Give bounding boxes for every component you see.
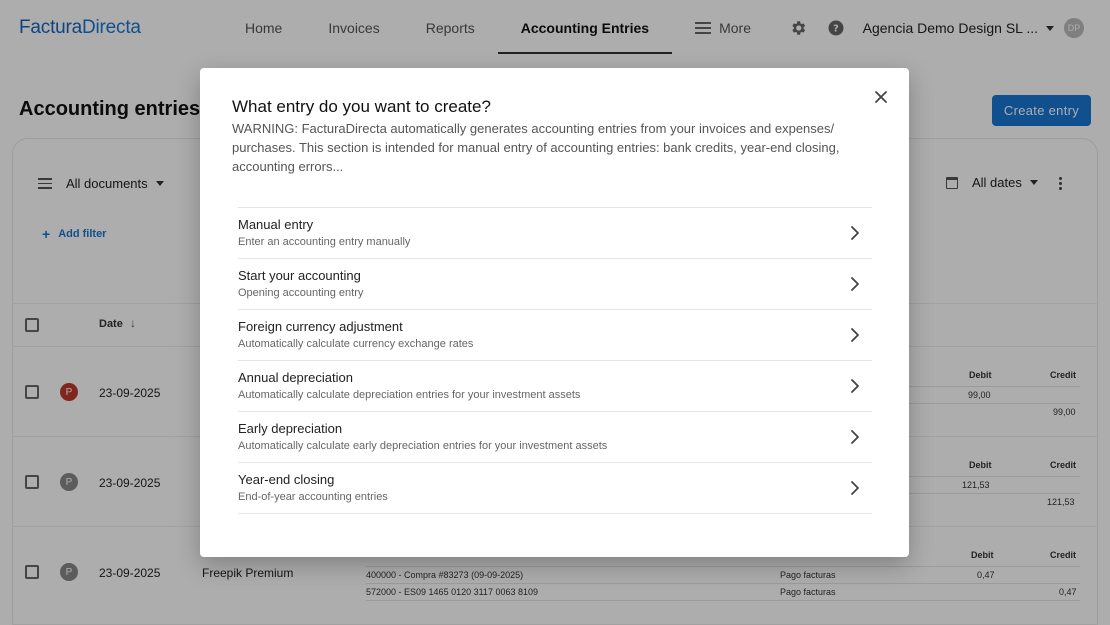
account-line: 400000 - Compra #83273 (09-09-2025) — [366, 570, 524, 580]
row-date: 23-09-2025 — [99, 566, 161, 580]
nav-accounting-entries-label: Accounting Entries — [520, 20, 650, 36]
nav-home-label: Home — [245, 20, 283, 36]
row-date: 23-09-2025 — [99, 476, 161, 490]
debit-header: Debit — [969, 460, 992, 470]
option-manual-entry[interactable] — [238, 208, 872, 259]
option-title: Start your accounting — [238, 268, 361, 283]
avatar[interactable]: DP — [1064, 18, 1084, 38]
debit-value: 121,53 — [962, 480, 990, 490]
row-avatar: P — [60, 383, 78, 401]
option-foreign-currency-adjustment[interactable] — [238, 310, 872, 361]
chevron-right-icon — [850, 480, 860, 496]
debit-header: Debit — [971, 550, 994, 560]
description-line: Pago facturas — [780, 587, 836, 597]
option-early-depreciation[interactable] — [238, 412, 872, 463]
credit-value: 0,47 — [1059, 587, 1077, 597]
chevron-right-icon — [850, 378, 860, 394]
credit-value: 99,00 — [1053, 407, 1076, 417]
dialog-warning: WARNING: FacturaDirecta automatically generates accounting entries from your invoices and expenses/ purchases. This section is intended for manual entry of accounting entries: bank credits, year-end closing, accounting errors... — [232, 121, 840, 174]
credit-header: Credit — [1050, 370, 1077, 380]
row-name: Freepik Premium — [202, 566, 294, 580]
option-start-accounting[interactable] — [238, 259, 872, 310]
plus-icon: + — [42, 226, 51, 242]
option-year-end-closing[interactable] — [238, 463, 872, 514]
nav-more-label: More — [719, 20, 752, 36]
option-title: Year-end closing — [238, 472, 335, 487]
debit-value: 99,00 — [968, 390, 991, 400]
documents-filter-label: All documents — [66, 175, 148, 191]
create-entry-button[interactable]: Create entry — [992, 95, 1091, 126]
option-subtitle: Automatically calculate depreciation entries for your investment assets — [238, 389, 581, 401]
add-filter-label: Add filter — [58, 228, 107, 240]
chevron-right-icon — [850, 429, 860, 445]
row-avatar: P — [60, 563, 78, 581]
option-subtitle: Opening accounting entry — [238, 287, 364, 299]
close-button[interactable] — [871, 87, 891, 107]
description-line: Pago facturas — [780, 570, 836, 580]
company-name[interactable]: Agencia Demo Design SL ... — [862, 20, 1038, 36]
chevron-right-icon — [850, 276, 860, 292]
chevron-right-icon — [850, 225, 860, 241]
dialog-title: What entry do you want to create? — [232, 97, 491, 116]
credit-header: Credit — [1050, 550, 1077, 560]
option-subtitle: Enter an accounting entry manually — [238, 236, 411, 248]
entry-options-list — [238, 207, 872, 514]
option-title: Annual depreciation — [238, 370, 353, 385]
logo-suffix: Directa — [82, 17, 141, 38]
page-title: Accounting entries — [19, 98, 201, 120]
option-subtitle: Automatically calculate currency exchange rates — [238, 338, 474, 350]
close-icon — [871, 87, 891, 107]
option-title: Foreign currency adjustment — [238, 319, 403, 334]
logo-prefix: Factura — [19, 17, 83, 38]
option-subtitle: End-of-year accounting entries — [238, 491, 388, 503]
row-date: 23-09-2025 — [99, 386, 161, 400]
dates-filter-label: All dates — [972, 175, 1022, 190]
create-entry-dialog — [200, 68, 909, 557]
sort-arrow-icon[interactable]: ↓ — [130, 316, 136, 330]
chevron-right-icon — [850, 327, 860, 343]
nav-invoices-label: Invoices — [328, 20, 380, 36]
svg-text:?: ? — [832, 23, 839, 35]
date-column-header[interactable]: Date — [99, 318, 123, 330]
option-title: Manual entry — [238, 217, 314, 232]
option-title: Early depreciation — [238, 421, 343, 436]
nav-reports-label: Reports — [425, 20, 475, 36]
option-annual-depreciation[interactable] — [238, 361, 872, 412]
row-avatar: P — [60, 473, 78, 491]
account-line: 572000 - ES09 1465 0120 3117 0063 8109 — [366, 587, 538, 597]
credit-header: Credit — [1050, 460, 1077, 470]
debit-header: Debit — [969, 370, 992, 380]
option-subtitle: Automatically calculate early depreciation entries for your investment assets — [238, 440, 608, 452]
debit-value: 0,47 — [977, 570, 995, 580]
credit-value: 121,53 — [1047, 497, 1075, 507]
